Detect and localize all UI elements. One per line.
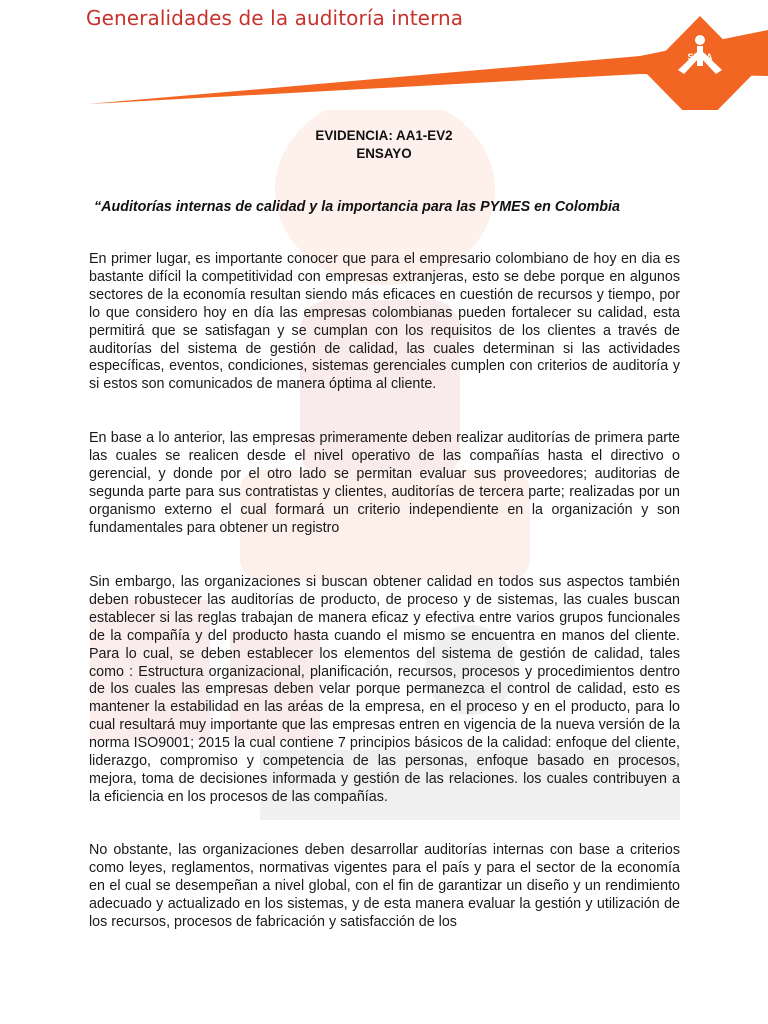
logo-text: SENA <box>687 52 713 62</box>
paragraph-2: En base a lo anterior, las empresas primeramente deben realizar auditorías de primera parte las cuales se realicen desde el nivel operativo de las compañías hasta el directivo o gerencial, y donde por el otro lado se permitan evaluar sus proveedores; auditorias de segunda parte para sus contratistas y clientes, auditorías de tercera parte; realizadas por un organismo externo el cual formará un criterio independiente en la organización y son fundamentales para obtener un registro <box>89 430 680 536</box>
essay-title: “Auditorías internas de calidad y la importancia para las PYMES en Colombia <box>94 199 620 215</box>
evidence-type: ENSAYO <box>356 146 412 161</box>
paragraph-3: Sin embargo, las organizaciones si buscan obtener calidad en todos sus aspectos también deben robustecer las auditorías de producto, de proceso y de sistemas, las cuales buscan establecer si las reglas trabajan de manera eficaz y efectiva entre varios grupos funcionales de la compañía y del producto hasta cuando el mismo se encuentra en manos del cliente. Para lo cual, se deben establecer los elementos del sistema de gestión de calidad, tales como : Estructura organizacional, planificación, recursos, procesos y procedimientos dentro de los cuales las empresas deben velar porque permanezca el control de calidad, esto es mantener la estabilidad en las aréas de la empresa, en el proceso y en el producto, para lo cual resultará muy importante que las empresas entren en vigencia de la nueva versión de la norma ISO9001; 2015 la cual contiene 7 principios básicos de la calidad: enfoque del cliente, liderazgo, compromiso y competencia de las personas, enfoque basado en procesos, mejora, toma de decisiones informada y gestión de las relaciones. los cuales contribuyen a la eficiencia en los procesos de las compañías. <box>89 574 680 805</box>
document-header-title: Generalidades de la auditoría interna <box>86 6 464 30</box>
paragraph-4: No obstante, las organizaciones deben desarrollar auditorías internas con base a criterios como leyes, reglamentos, normativas vigentes para el país y para el sector de la economía en el cual se desempeñan a nivel global, con el fin de garantizar un diseño y un rendimiento adecuado y actualizado en los sistemas, y de esta manera evaluar la gestión y utilización de los recursos, procesos de fabricación y satisfacción de los <box>89 842 680 930</box>
paragraph-1: En primer lugar, es importante conocer que para el empresario colombiano de hoy en dia es bastante difícil la competitividad con empresas extranjeras, esto se debe porque en algunos sectores de la economía resultan siendo más eficaces en cuestión de recursos y tiempo, por lo que considero hoy en día las empresas colombianas pueden fortalecer su calidad, esta permitirá que se satisfagan y se cumplan con los requisitos de los clientes a través de auditorías del sistema de gestión de calidad, las cuales determinan si las actividades específicas, eventos, condiciones, sistemas gerenciales cumplen con criterios de auditoría y si estos son comunicados de manera óptima al cliente. <box>89 251 680 393</box>
evidence-code: EVIDENCIA: AA1-EV2 <box>315 128 453 143</box>
